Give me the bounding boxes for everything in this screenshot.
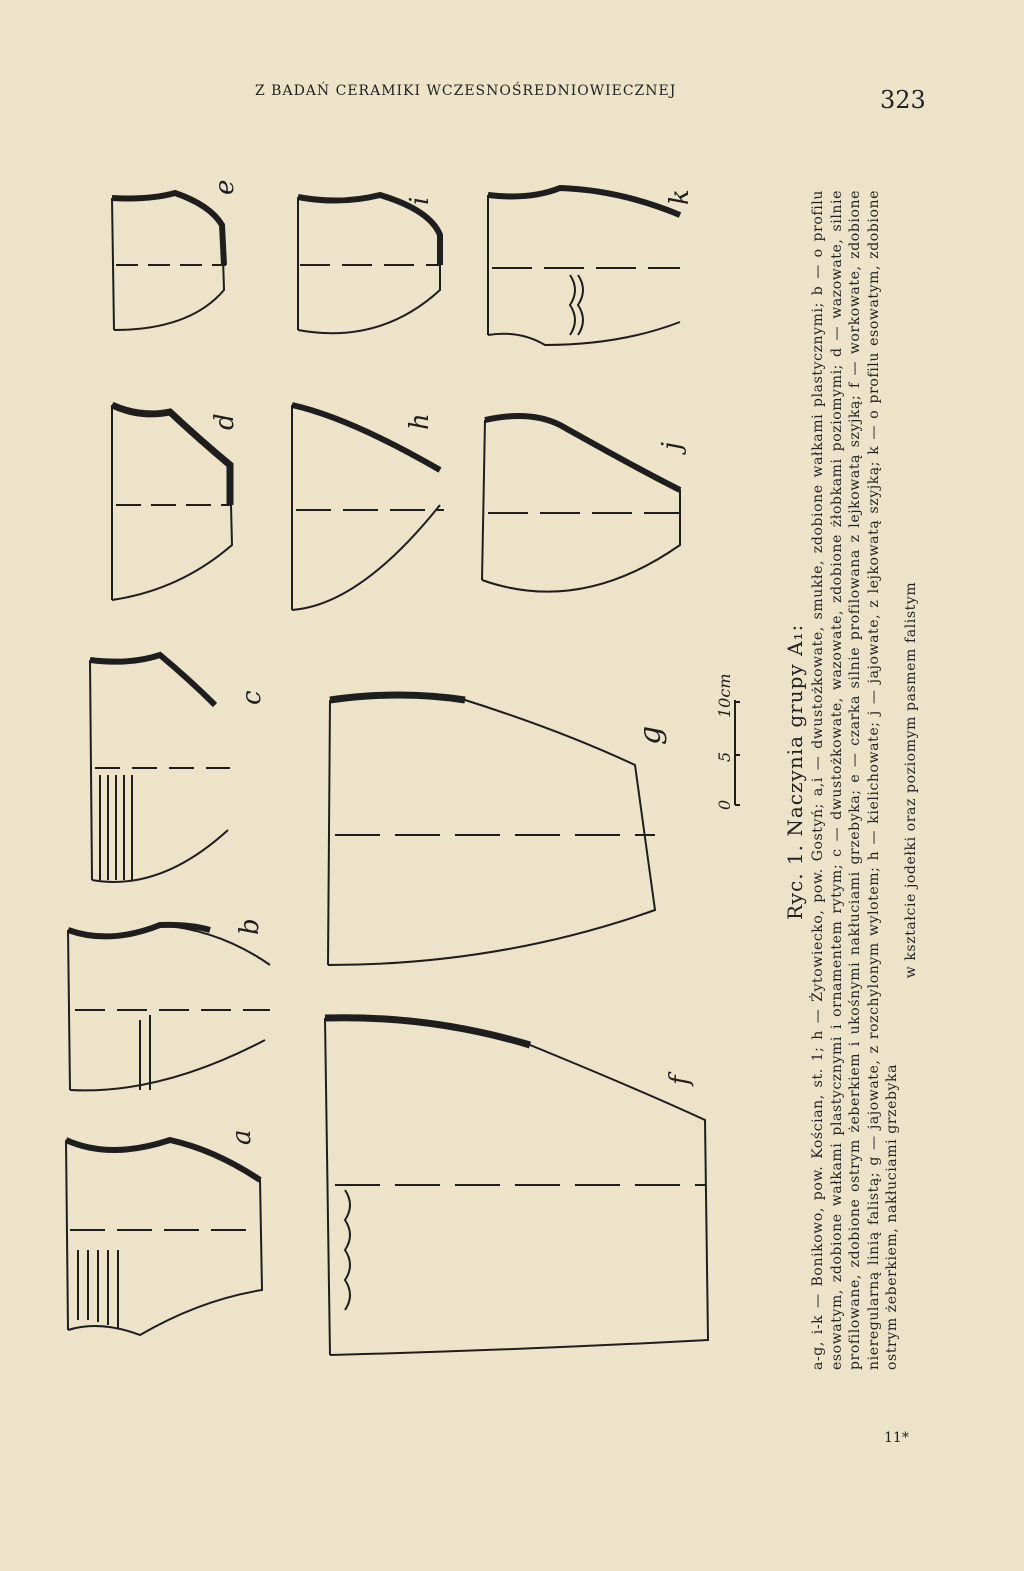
vessel-e <box>112 193 226 330</box>
vessel-a <box>66 1140 262 1335</box>
vessel-d <box>112 405 232 600</box>
scale-zero: 0 <box>715 799 734 810</box>
label-h: h <box>405 413 435 430</box>
vessel-k <box>488 188 680 345</box>
scale-mid: 5 <box>715 751 734 762</box>
label-k: k <box>665 189 695 205</box>
scale-end: 10cm <box>715 673 734 718</box>
label-b: b <box>235 918 265 935</box>
label-f: f <box>665 1075 695 1085</box>
label-j: j <box>657 441 687 450</box>
caption-text: a-g, i-k — Bonikowo, pow. Kościan, st. 1; h — Żytowiecko, pow. Gostyń; a,i — dwustożkowate, smukłe, zdobione wałkami plastycznymi; b — o profilu esowatym, zdobione wałkami plastycznymi i ornamentem rytym; c — dwustożkowate, wazowate, zdobione żłobkami poziomymi; d — wazowate, silnie profilowane, zdobione ostrym żeberkiem i ukośnymi nakłuciami grzebyka; e — czarka silnie profilowana z lejkowatą szyjką; f — workowate, zdobione nieregularną linią falistą; g — jajowate, z rozchylonym wylotem; h — kielichowate; j — jajowate, z lejkowatą szyjką; k — o profilu esowatym, zdobione ostrym żeberkiem, nakłuciami grzebyka <box>810 190 900 1370</box>
scale-bar <box>735 700 740 805</box>
page-number: 323 <box>880 86 926 114</box>
vessel-b <box>68 925 270 1091</box>
caption-last-line: w kształcie jodełki oraz poziomym pasmem falistym <box>902 581 919 979</box>
caption-body <box>809 190 920 1370</box>
label-c: c <box>237 690 267 705</box>
label-g: g <box>633 725 668 745</box>
vessel-c <box>90 655 230 882</box>
vessel-i <box>298 195 440 333</box>
label-a: a <box>227 1129 257 1145</box>
signature-mark: 11* <box>884 1430 909 1446</box>
vessel-h <box>292 405 444 610</box>
vessel-j <box>482 416 680 592</box>
running-title: Z BADAŃ CERAMIKI WCZESNOŚREDNIOWIECZNEJ <box>255 83 677 99</box>
vessel-g <box>328 695 655 965</box>
label-d: d <box>210 413 240 430</box>
caption-title: Ryc. 1. Naczynia grupy A₁: <box>783 623 807 920</box>
vessel-f <box>325 1018 708 1355</box>
label-e: e <box>210 179 240 195</box>
label-i: i <box>405 196 435 205</box>
